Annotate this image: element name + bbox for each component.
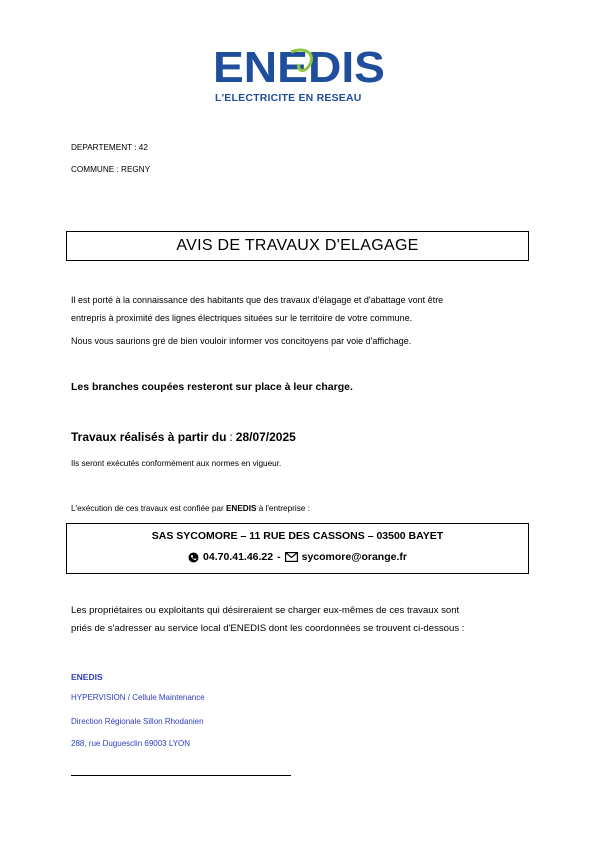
signature-rule <box>71 775 291 776</box>
notice-title: AVIS DE TRAVAUX D'ELAGAGE <box>176 237 419 254</box>
service-unit: HYPERVISION / Cellule Maintenance <box>71 693 205 702</box>
envelope-icon <box>285 552 298 562</box>
logo-text: ENEDIS <box>213 44 385 88</box>
service-name: ENEDIS <box>71 672 103 682</box>
logo-tagline: L'ELECTRICITE EN RESEAU <box>215 92 362 104</box>
enedis-logo <box>213 44 385 88</box>
intro-line-1: Il est porté à la connaissance des habitants que des travaux d'élagage et d'abattage vont être <box>71 295 444 305</box>
works-label: Travaux réalisés à partir du <box>71 430 227 444</box>
departement-label: DEPARTEMENT : 42 <box>71 143 148 152</box>
commune-label: COMMUNE : REGNY <box>71 165 151 174</box>
contractor-contact <box>67 551 528 563</box>
contractor-email[interactable]: sycomore@orange.fr <box>301 551 407 563</box>
works-date: 28/07/2025 <box>235 430 296 444</box>
works-date-line <box>71 430 296 444</box>
contact-separator: - <box>277 551 281 563</box>
branches-notice: Les branches coupées resteront sur place à leur charge. <box>71 381 353 393</box>
intro-line-3: Nous vous saurions gré de bien vouloir informer vos concitoyens par voie d'affichage. <box>71 336 412 346</box>
execution-after: à l'entreprise : <box>258 504 310 513</box>
phone-icon <box>188 552 199 563</box>
execution-brand: ENEDIS <box>225 504 257 513</box>
service-direction: Direction Régionale Sillon Rhodanien <box>71 717 204 726</box>
execution-line <box>71 504 310 513</box>
contractor-address: SAS SYCOMORE – 11 RUE DES CASSONS – 03500 BAYET <box>151 530 444 542</box>
contractor-box <box>66 523 529 574</box>
notice-title-box <box>66 231 529 261</box>
service-address: 288, rue Duguesclin 69003 LYON <box>71 739 191 748</box>
contractor-phone: 04.70.41.46.22 <box>203 551 274 563</box>
intro-line-2: entrepris à proximité des lignes électriques situées sur le territoire de votre commune. <box>71 313 413 323</box>
works-colon: : <box>229 430 233 444</box>
enedis-logo-wordmark <box>213 44 385 88</box>
works-norms: Ils seront exécutés conformément aux normes en vigueur. <box>71 459 282 468</box>
owners-line-1: Les propriétaires ou exploitants qui désireraient se charger eux-mêmes de ces travaux sont <box>71 605 460 616</box>
execution-before: L'exécution de ces travaux est confiée par <box>71 504 224 513</box>
owners-line-2: priés de s'adresser au service local d'ENEDIS dont les coordonnées se trouvent ci-dessous : <box>71 623 465 634</box>
